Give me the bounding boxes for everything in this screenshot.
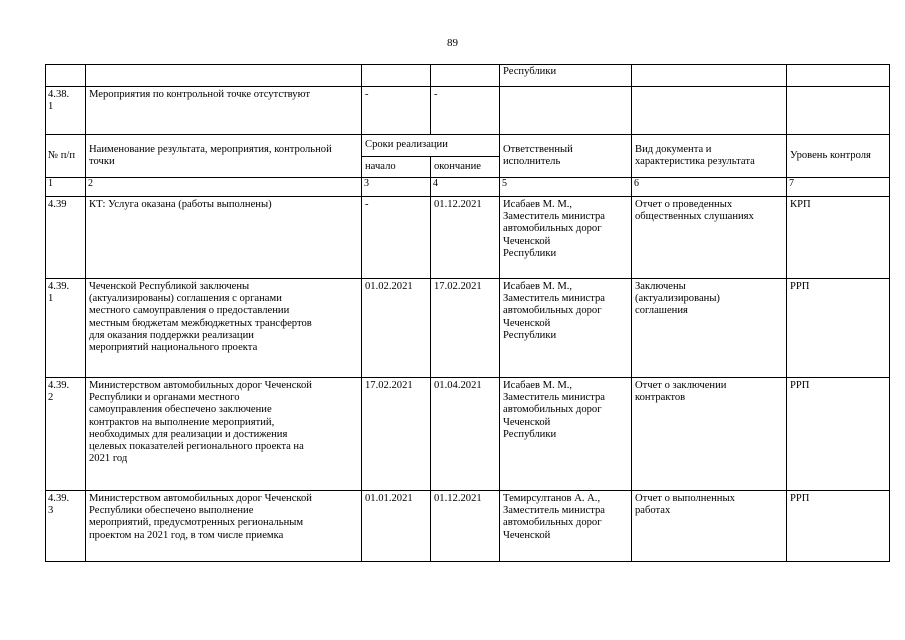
cell-control <box>787 65 890 87</box>
table-row <box>46 491 890 562</box>
cell-executor: Исабаев М. М., Заместитель министра автомобильных дорог Чеченской Республики <box>500 378 632 491</box>
document-table <box>45 64 890 562</box>
cell-document <box>632 65 787 87</box>
header-period: Сроки реализации <box>362 135 500 157</box>
cell-executor: Республики <box>500 65 632 87</box>
table-row <box>46 378 890 491</box>
cell-control: КРП <box>787 197 890 279</box>
cell-name: КТ: Услуга оказана (работы выполнены) <box>86 197 362 279</box>
cell-executor: Темирсултанов А. А., Заместитель министра автомобильных дорог Чеченской <box>500 491 632 562</box>
column-index-row <box>46 178 890 197</box>
cell-name: Министерством автомобильных дорог Чеченской Республики обеспечено выполнение мероприятий, предусмотренных региональным проектом на 2021 год, в том числе приемка <box>86 491 362 562</box>
cell-num <box>46 65 86 87</box>
table-row-4-38-1 <box>46 87 890 135</box>
page-number: 89 <box>447 37 458 49</box>
cell-name: Министерством автомобильных дорог Чеченской Республики и органами местного самоуправления обеспечено заключение контрактов на выполнение мероприятий, необходимых для реализации и достижения целевых показателей регионального проекта на 2021 год <box>86 378 362 491</box>
cell-num: 4.38. 1 <box>46 87 86 135</box>
header-name: Наименование результата, мероприятия, контрольной точки <box>86 135 362 178</box>
table-row <box>46 279 890 378</box>
cell-name: Чеченской Республикой заключены (актуализированы) соглашения с органами местного самоуправления о предоставлении местным бюджетам межбюджетных трансфертов для оказания поддержки реализации мероприятий национального проекта <box>86 279 362 378</box>
cell-executor: Исабаев М. М., Заместитель министра автомобильных дорог Чеченской Республики <box>500 197 632 279</box>
cell-num: 4.39. 1 <box>46 279 86 378</box>
cell-control: РРП <box>787 491 890 562</box>
column-index: 4 <box>431 178 500 197</box>
cell-executor: Исабаев М. М., Заместитель министра автомобильных дорог Чеченской Республики <box>500 279 632 378</box>
cell-document <box>632 87 787 135</box>
cell-start <box>362 65 431 87</box>
cell-document: Отчет о проведенных общественных слушаниях <box>632 197 787 279</box>
cell-start: - <box>362 87 431 135</box>
cell-executor <box>500 87 632 135</box>
cell-control <box>787 87 890 135</box>
header-end: окончание <box>431 157 500 178</box>
column-index: 1 <box>46 178 86 197</box>
column-index: 2 <box>86 178 362 197</box>
header-document: Вид документа и характеристика результата <box>632 135 787 178</box>
column-index: 3 <box>362 178 431 197</box>
cell-end: - <box>431 87 500 135</box>
cell-start: - <box>362 197 431 279</box>
cell-control: РРП <box>787 378 890 491</box>
cell-num: 4.39. 2 <box>46 378 86 491</box>
cell-start: 01.01.2021 <box>362 491 431 562</box>
cell-document: Заключены (актуализированы) соглашения <box>632 279 787 378</box>
cell-num: 4.39 <box>46 197 86 279</box>
cell-end: 01.12.2021 <box>431 197 500 279</box>
header-num: № п/п <box>46 135 86 178</box>
cell-control: РРП <box>787 279 890 378</box>
header-start: начало <box>362 157 431 178</box>
column-index: 5 <box>500 178 632 197</box>
cell-end <box>431 65 500 87</box>
cell-document: Отчет о заключении контрактов <box>632 378 787 491</box>
cell-start: 01.02.2021 <box>362 279 431 378</box>
header-row <box>46 135 890 157</box>
table-row-continuation <box>46 65 890 87</box>
header-executor: Ответственный исполнитель <box>500 135 632 178</box>
column-index: 7 <box>787 178 890 197</box>
cell-name <box>86 65 362 87</box>
cell-end: 01.04.2021 <box>431 378 500 491</box>
column-index: 6 <box>632 178 787 197</box>
header-control: Уровень контроля <box>787 135 890 178</box>
cell-end: 01.12.2021 <box>431 491 500 562</box>
cell-start: 17.02.2021 <box>362 378 431 491</box>
cell-name: Мероприятия по контрольной точке отсутствуют <box>86 87 362 135</box>
cell-document: Отчет о выполненных работах <box>632 491 787 562</box>
cell-end: 17.02.2021 <box>431 279 500 378</box>
table-row <box>46 197 890 279</box>
cell-num: 4.39. 3 <box>46 491 86 562</box>
